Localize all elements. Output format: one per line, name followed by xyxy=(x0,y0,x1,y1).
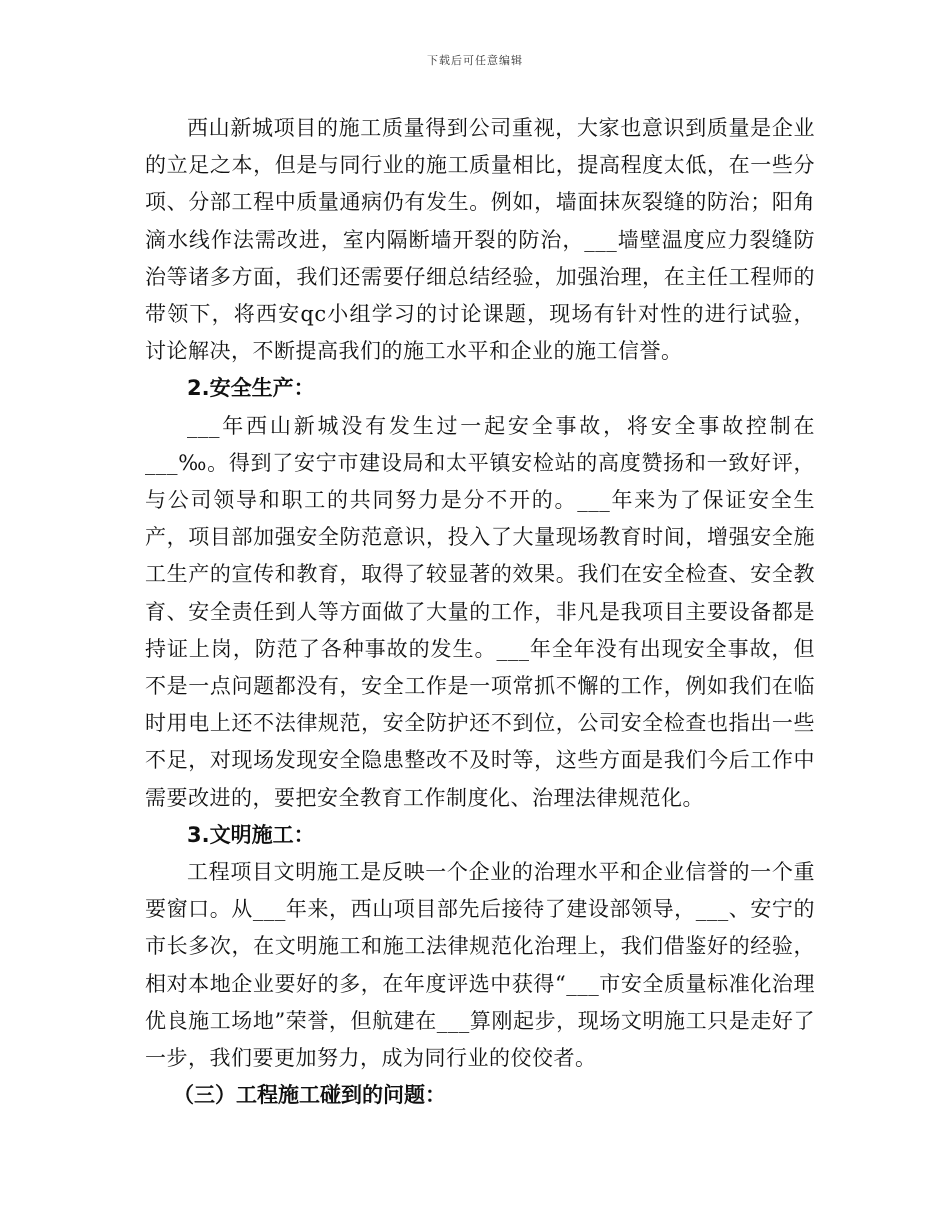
paragraph-quality: 西山新城项目的施工质量得到公司重视，大家也意识到质量是企业的立足之本，但是与同行业的施工质量相比，提高程度太低，在一些分项、分部工程中质量通病仍有发生。例如，墙面抹灰裂缝的防治；阳角滴水线作法需改进，室内隔断墙开裂的防治，___墙壁温度应力裂缝防治等诸多方面，我们还需要仔细总结经验，加强治理，在主任工程师的带领下，将西安qc小组学习的讨论课题，现场有针对性的进行试验，讨论解决，不断提高我们的施工水平和企业的施工信誉。 xyxy=(145,116,815,364)
heading-safety-production: 2.安全生产： xyxy=(187,376,315,401)
page-header: 下载后可任意编辑 xyxy=(427,54,523,67)
document-body xyxy=(145,110,815,1114)
heading-civilized-construction: 3.文明施工： xyxy=(187,822,315,847)
heading-construction-problems: （三）工程施工碰到的问题： xyxy=(173,1083,446,1108)
paragraph-safety: ___年西山新城没有发生过一起安全事故，将安全事故控制在___‰。得到了安宁市建设局和太平镇安检站的高度赞扬和一致好评，与公司领导和职工的共同努力是分不开的。___年来为了保证安全生产，项目部加强安全防范意识，投入了大量现场教育时间，增强安全施工生产的宣传和教育，取得了较显著的效果。我们在安全检查、安全教育、安全责任到人等方面做了大量的工作，非凡是我项目主要设备都是持证上岗，防范了各种事故的发生。___年全年没有出现安全事故，但不是一点问题都没有，安全工作是一项常抓不懈的工作，例如我们在临时用电上还不法律规范，安全防护还不到位，公司安全检查也指出一些不足，对现场发现安全隐患整改不及时等，这些方面是我们今后工作中需要改进的，要把安全教育工作制度化、治理法律规范化。 xyxy=(145,413,815,810)
paragraph-civilized: 工程项目文明施工是反映一个企业的治理水平和企业信誉的一个重要窗口。从___年来，西山项目部先后接待了建设部领导，___、安宁的市长多次，在文明施工和施工法律规范化治理上，我们借鉴好的经验，相对本地企业要好的多，在年度评选中获得“___市安全质量标准化治理优良施工场地”荣誉，但航建在___算刚起步，现场文明施工只是走好了一步，我们要更加努力，成为同行业的佼佼者。 xyxy=(145,860,815,1071)
